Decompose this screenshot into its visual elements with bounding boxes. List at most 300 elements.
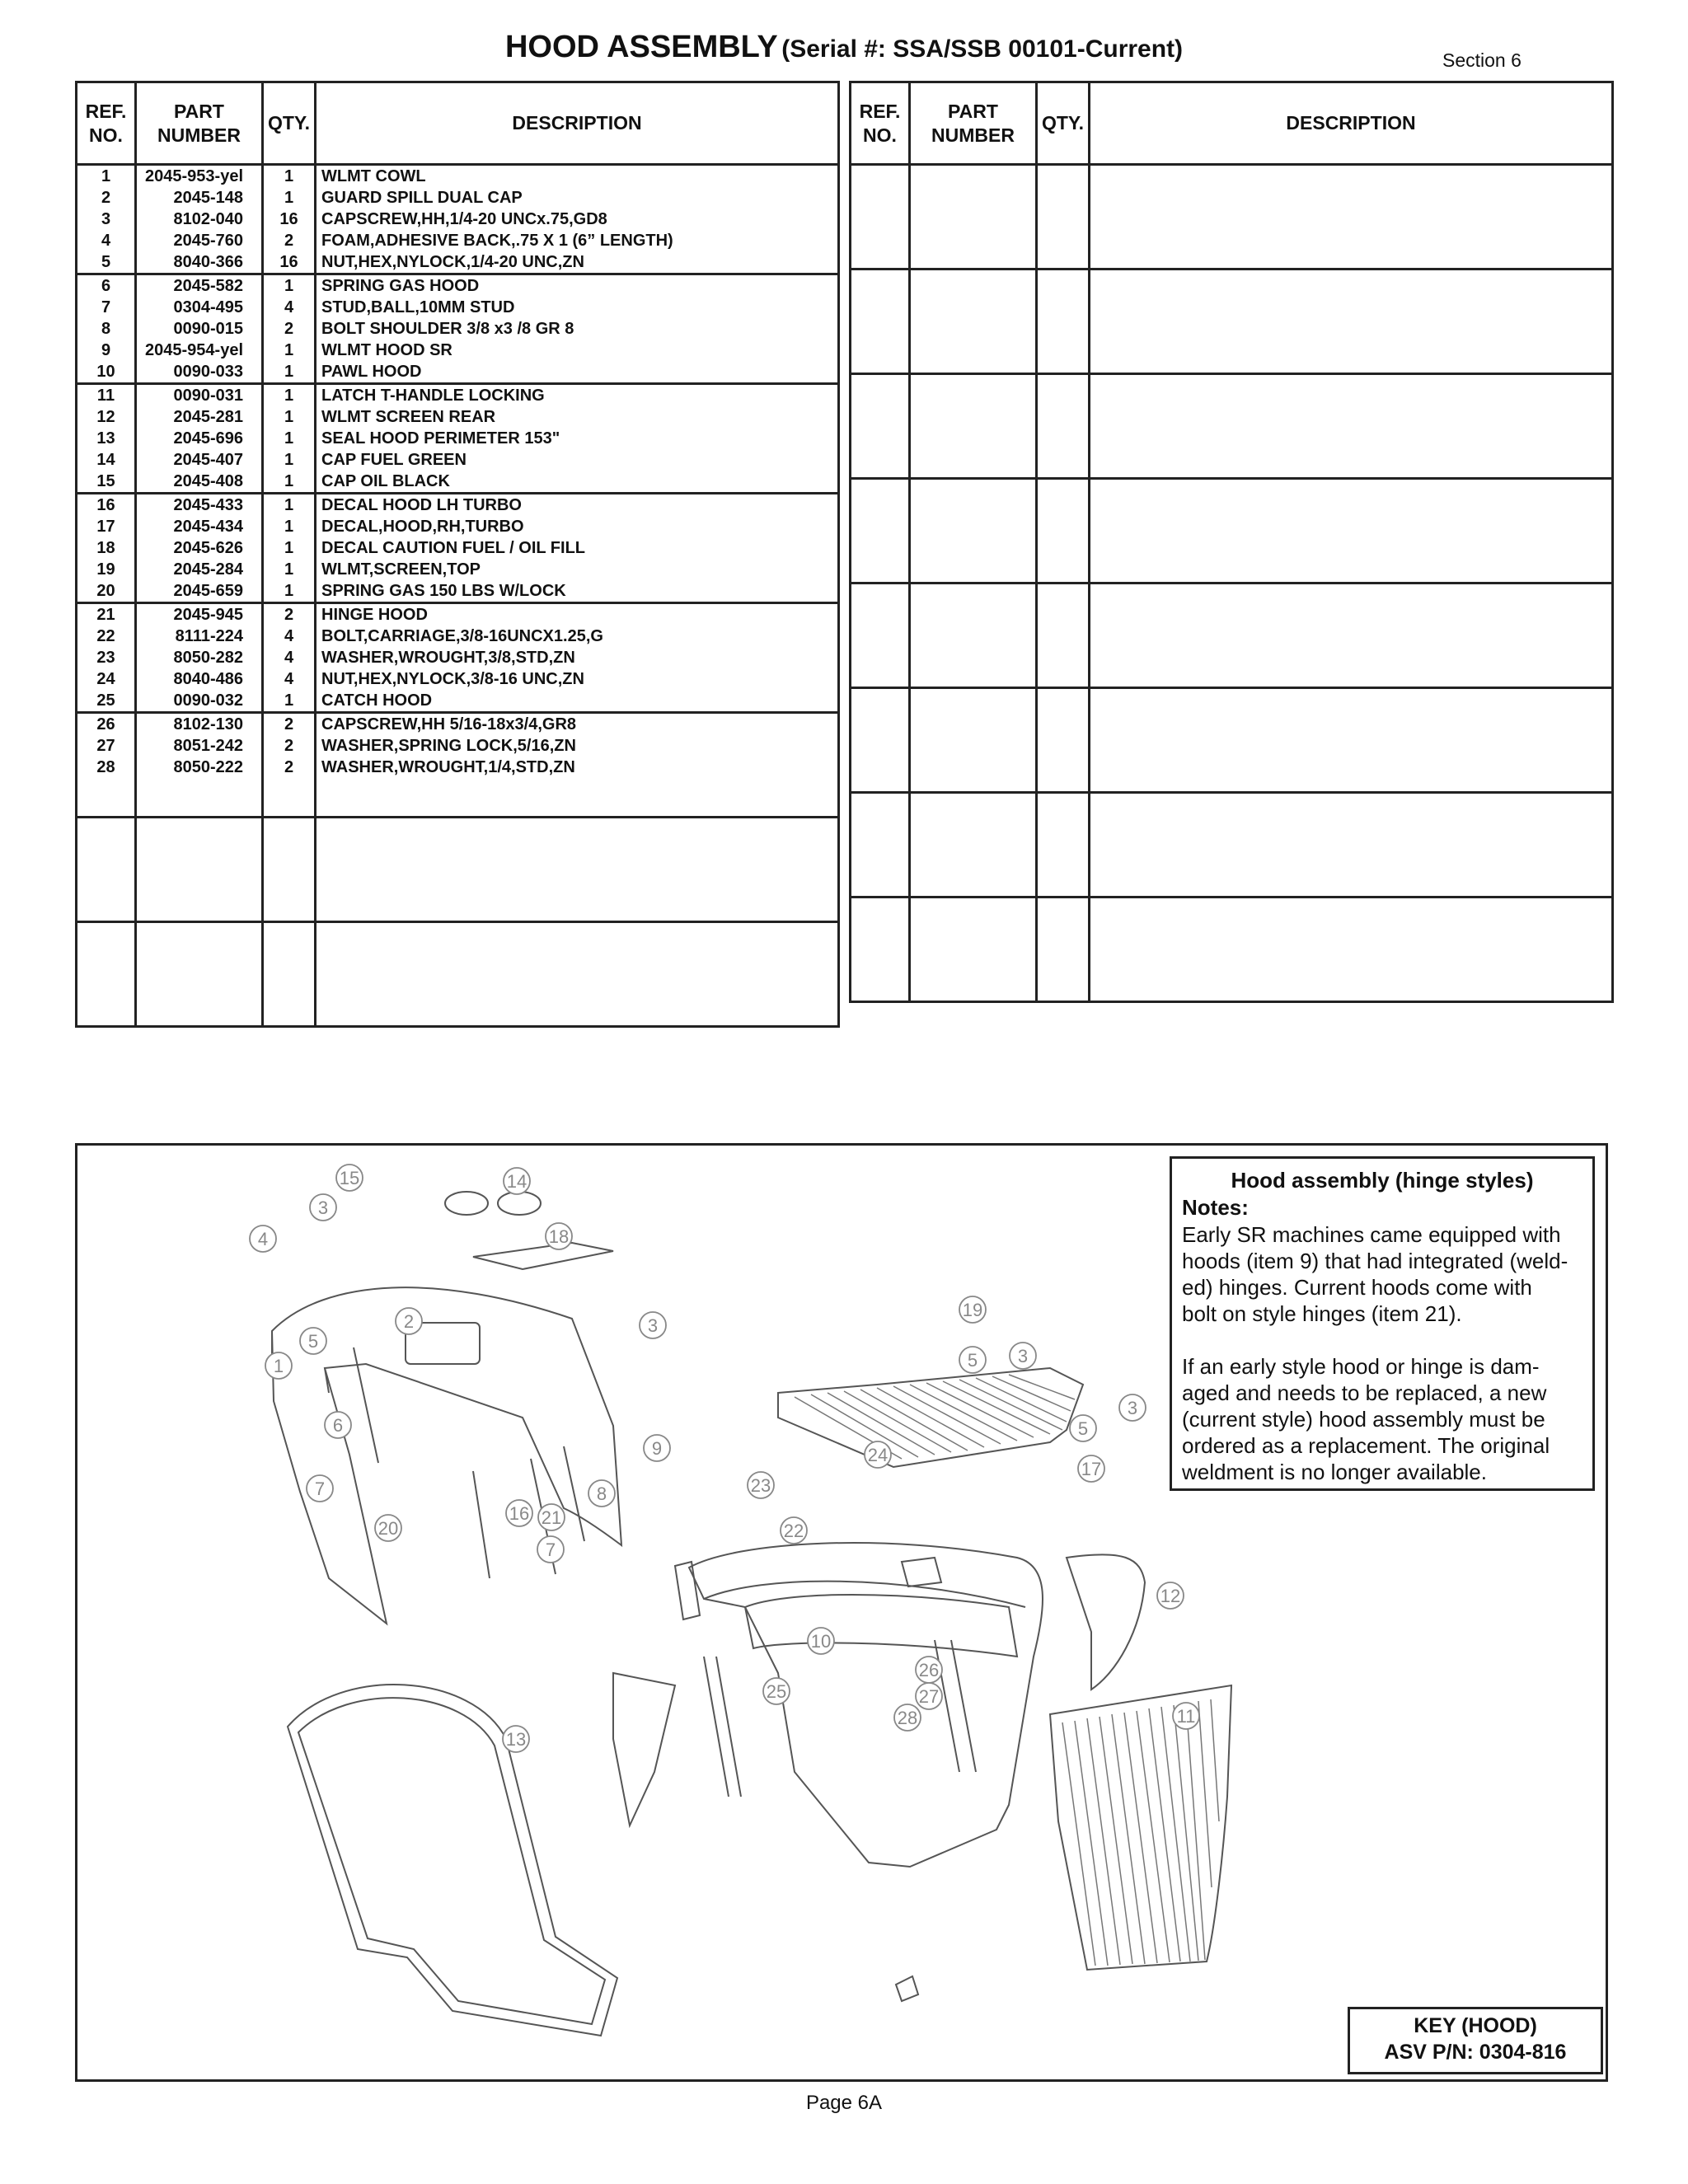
callout-label: 13 (505, 1729, 527, 1750)
col-header-part: PART NUMBER (910, 82, 1037, 165)
callout-26 (916, 1657, 942, 1683)
callout-6 (325, 1412, 351, 1438)
rh-decal-part (1067, 1554, 1145, 1690)
notes-line: weldment is no longer available. (1182, 1460, 1487, 1484)
callout-3 (310, 1194, 336, 1221)
callout-label: 10 (810, 1631, 832, 1652)
callout-3 (1119, 1394, 1146, 1421)
ref-no-cell (77, 922, 136, 1027)
qty-cell (1037, 793, 1090, 898)
table-cell-line: 23 (96, 649, 115, 667)
callout-11 (1173, 1703, 1199, 1729)
part-number-cell (910, 479, 1037, 583)
ref-no-cell (851, 583, 910, 688)
table-cell-line: CAP FUEL GREEN (321, 451, 467, 469)
callout-9 (644, 1435, 670, 1461)
qty-cell (1037, 165, 1090, 269)
col-header-description: DESCRIPTION (316, 82, 839, 165)
table-cell-line: 7 (101, 298, 111, 316)
table-cell-line: BOLT SHOULDER 3/8 x3 /8 GR 8 (321, 320, 574, 338)
callout-12 (1157, 1582, 1184, 1609)
ref-no-cell (851, 688, 910, 793)
table-cell-line: WASHER,WROUGHT,1/4,STD,ZN (321, 758, 575, 776)
part-number-cell (910, 269, 1037, 374)
table-row-group (77, 713, 839, 818)
table-cell-line: WASHER,WROUGHT,3/8,STD,ZN (321, 649, 575, 667)
table-cell-line: LATCH T-HANDLE LOCKING (321, 387, 545, 405)
callout-5 (300, 1328, 326, 1354)
callout-label: 16 (509, 1503, 530, 1524)
table-cell-line: 12 (96, 408, 115, 426)
table-cell-line: WASHER,SPRING LOCK,5/16,ZN (321, 737, 576, 755)
table-cell-line: 2 (284, 232, 294, 250)
table-row-group (851, 165, 1613, 269)
ref-no-cell (77, 818, 136, 922)
part-number-cell (910, 898, 1037, 1002)
callout-28 (894, 1704, 921, 1731)
table-cell-line: 2 (101, 189, 111, 207)
callout-18 (546, 1223, 572, 1249)
table-cell-line: 0090-015 (173, 320, 243, 338)
table-cell-line: 17 (96, 518, 115, 536)
notes-line: aged and needs to be replaced, a new (1182, 1380, 1547, 1405)
table-cell-line: 8040-366 (173, 253, 243, 271)
part-number-cell (136, 713, 263, 818)
table-cell-line: NUT,HEX,NYLOCK,3/8-16 UNC,ZN (321, 670, 584, 688)
table-cell-line: WLMT,SCREEN,TOP (321, 560, 481, 579)
description-cell (316, 922, 839, 1027)
ref-no-cell (77, 494, 136, 603)
description-cell (1090, 269, 1613, 374)
description-cell (1090, 374, 1613, 479)
key-title: KEY (HOOD) (1414, 2014, 1537, 2037)
callout-3 (1010, 1343, 1036, 1369)
ref-no-cell (77, 384, 136, 494)
ref-no-cell (851, 898, 910, 1002)
table-cell-line: 2045-434 (173, 518, 243, 536)
table-cell-line: HINGE HOOD (321, 606, 428, 624)
table-cell-line: 0090-033 (173, 363, 243, 381)
callout-label: 17 (1081, 1459, 1102, 1479)
callout-label: 7 (314, 1479, 326, 1499)
table-cell-line: 1 (284, 451, 294, 469)
parts-table-left (75, 81, 840, 1028)
table-cell-line: 2045-433 (173, 496, 243, 514)
table-cell-line: 1 (284, 496, 294, 514)
table-row-group (851, 479, 1613, 583)
notes-title: Hood assembly (hinge styles) (1231, 1168, 1534, 1193)
callout-1 (265, 1352, 292, 1379)
qty-cell (263, 922, 316, 1027)
callout-label: 25 (766, 1681, 787, 1702)
parts-table-right (849, 81, 1614, 1003)
table-cell-line: STUD,BALL,10MM STUD (321, 298, 515, 316)
callout-label: 21 (541, 1507, 562, 1528)
qty-cell (263, 818, 316, 922)
table-cell-line: 14 (96, 451, 115, 469)
table-cell-line: DECAL HOOD LH TURBO (321, 496, 522, 514)
col-header-ref: REF. NO. (77, 82, 136, 165)
callout-23 (748, 1472, 774, 1498)
callout-label: 7 (545, 1540, 556, 1560)
table-row-group (77, 922, 839, 1027)
table-cell-line: 1 (284, 408, 294, 426)
callout-label: 11 (1176, 1706, 1196, 1727)
col-header-part: PART NUMBER (136, 82, 263, 165)
table-cell-line: 2045-696 (173, 429, 243, 448)
hood-body-part (689, 1543, 1043, 1867)
table-cell-line: 2045-284 (173, 560, 243, 579)
table-cell-line: 2045-954-yel (145, 341, 243, 359)
table-cell-line: 2 (284, 758, 294, 776)
callout-label: 5 (307, 1331, 319, 1352)
table-cell-line: 2 (284, 715, 294, 733)
callout-20 (375, 1515, 401, 1541)
notes-line: hoods (item 9) that had integrated (weld- (1182, 1249, 1568, 1273)
callout-15 (336, 1165, 363, 1191)
description-cell (316, 818, 839, 922)
lh-decal-part (613, 1673, 675, 1825)
page-title (0, 30, 1688, 65)
callout-label: 2 (403, 1311, 415, 1332)
description-cell (316, 384, 839, 494)
table-cell-line: 2045-953-yel (145, 167, 243, 185)
callout-label: 5 (1077, 1418, 1089, 1439)
table-cell-line: SPRING GAS 150 LBS W/LOCK (321, 582, 566, 600)
table-cell-line: 6 (101, 277, 111, 295)
callout-label: 14 (506, 1171, 528, 1192)
caution-decal-part (473, 1243, 613, 1269)
table-cell-line: 8 (101, 320, 111, 338)
ref-no-cell (77, 274, 136, 384)
table-row-group (851, 583, 1613, 688)
part-number-cell (136, 165, 263, 274)
col-header-qty: QTY. (263, 82, 316, 165)
table-cell-line: 1 (284, 472, 294, 490)
qty-cell (263, 274, 316, 384)
notes-line: If an early style hood or hinge is dam- (1182, 1354, 1540, 1379)
table-cell-line: 1 (284, 167, 294, 185)
table-cell-line: 1 (284, 277, 294, 295)
qty-cell (1037, 583, 1090, 688)
callout-label: 24 (867, 1445, 889, 1465)
callout-label: 3 (1017, 1346, 1029, 1366)
table-cell-line: 1 (284, 429, 294, 448)
key-part-number: ASV P/N: 0304-816 (1384, 2041, 1567, 2064)
oil-cap-part (445, 1192, 488, 1215)
description-cell (1090, 793, 1613, 898)
callout-label: 3 (1127, 1398, 1138, 1418)
part-number-cell (910, 374, 1037, 479)
table-row-group (851, 688, 1613, 793)
description-cell (1090, 479, 1613, 583)
callout-8 (588, 1480, 615, 1507)
callout-24 (865, 1441, 891, 1468)
callout-label: 9 (651, 1438, 663, 1459)
notes-line: ordered as a replacement. The original (1182, 1433, 1550, 1458)
table-cell-line: CATCH HOOD (321, 691, 433, 710)
table-cell-line: 4 (284, 670, 294, 688)
hood-seal-part (288, 1685, 617, 2036)
table-cell-line: CAPSCREW,HH 5/16-18x3/4,GR8 (321, 715, 577, 733)
callout-label: 6 (332, 1415, 344, 1436)
table-cell-line: CAPSCREW,HH,1/4-20 UNCx.75,GD8 (321, 210, 607, 228)
callout-label: 28 (897, 1708, 918, 1728)
hinge-part (675, 1562, 700, 1619)
part-number-cell (910, 165, 1037, 269)
table-cell-line: 28 (96, 758, 115, 776)
table-row-group (77, 165, 839, 274)
table-cell-line: 4 (101, 232, 111, 250)
table-cell-line: NUT,HEX,NYLOCK,1/4-20 UNC,ZN (321, 253, 584, 271)
table-row-group (851, 269, 1613, 374)
callout-25 (763, 1678, 790, 1704)
qty-cell (263, 384, 316, 494)
table-cell-line: 8040-486 (173, 670, 243, 688)
table-cell-line: DECAL,HOOD,RH,TURBO (321, 518, 524, 536)
description-cell (316, 713, 839, 818)
callout-21 (538, 1504, 565, 1530)
qty-cell (263, 713, 316, 818)
table-cell-line: 4 (284, 649, 294, 667)
table-row-group (851, 374, 1613, 479)
table-cell-line: 8050-222 (173, 758, 243, 776)
ref-no-cell (851, 374, 910, 479)
table-header-row (851, 82, 1613, 165)
notes-line: bolt on style hinges (item 21). (1182, 1301, 1462, 1326)
table-cell-line: SEAL HOOD PERIMETER 153" (321, 429, 560, 448)
callout-label: 4 (257, 1229, 269, 1249)
table-cell-line: 13 (96, 429, 115, 448)
col-header-qty: QTY. (1037, 82, 1090, 165)
table-cell-line: 25 (96, 691, 115, 710)
table-cell-line: 16 (279, 210, 298, 228)
table-cell-line: 2045-281 (173, 408, 243, 426)
description-cell (1090, 898, 1613, 1002)
key-part-number-box (1348, 2007, 1603, 2074)
table-cell-line: 2045-760 (173, 232, 243, 250)
hinge-style-notes (1170, 1156, 1595, 1491)
callout-label: 12 (1160, 1586, 1181, 1606)
callout-2 (396, 1308, 422, 1334)
table-cell-line: 15 (96, 472, 115, 490)
ref-no-cell (77, 713, 136, 818)
notes-line: ed) hinges. Current hoods come with (1182, 1275, 1532, 1300)
part-number-cell (136, 274, 263, 384)
part-number-cell (136, 818, 263, 922)
table-cell-line: 3 (101, 210, 111, 228)
callout-27 (916, 1683, 942, 1709)
catch-part (896, 1976, 918, 2001)
hinge-bracket-part (902, 1558, 941, 1586)
part-number-cell (910, 688, 1037, 793)
table-cell-line: 0090-032 (173, 691, 243, 710)
callout-10 (808, 1628, 834, 1654)
callout-label: 19 (962, 1300, 983, 1320)
description-cell (316, 165, 839, 274)
callout-16 (506, 1500, 532, 1526)
title-serial: (Serial #: SSA/SSB 00101-Current) (781, 35, 1184, 63)
table-cell-line: 2045-626 (173, 539, 243, 557)
table-cell-line: SPRING GAS HOOD (321, 277, 480, 295)
table-cell-line: 1 (284, 582, 294, 600)
ref-no-cell (77, 165, 136, 274)
table-cell-line: 2045-582 (173, 277, 243, 295)
table-header-row (77, 82, 839, 165)
col-header-description: DESCRIPTION (1090, 82, 1613, 165)
ref-no-cell (851, 793, 910, 898)
table-cell-line: 2045-408 (173, 472, 243, 490)
table-cell-line: WLMT SCREEN REAR (321, 408, 496, 426)
notes-line: Early SR machines came equipped with (1182, 1222, 1561, 1247)
table-cell-line: 16 (279, 253, 298, 271)
table-cell-line: 2045-148 (173, 189, 243, 207)
description-cell (316, 603, 839, 713)
ref-no-cell (851, 479, 910, 583)
ref-no-cell (851, 165, 910, 269)
table-cell-line: 2 (284, 737, 294, 755)
title-main: HOOD ASSEMBLY (504, 30, 778, 64)
table-cell-line: 4 (284, 627, 294, 645)
callout-22 (781, 1517, 807, 1544)
part-number-cell (136, 384, 263, 494)
table-cell-line: WLMT HOOD SR (321, 341, 452, 359)
part-number-cell (910, 793, 1037, 898)
table-cell-line: 27 (96, 737, 115, 755)
table-cell-line: PAWL HOOD (321, 363, 422, 381)
description-cell (316, 274, 839, 384)
callout-19 (959, 1296, 986, 1323)
qty-cell (1037, 688, 1090, 793)
description-cell (316, 494, 839, 603)
callout-label: 3 (317, 1197, 329, 1218)
table-cell-line: 5 (101, 253, 111, 271)
table-cell-line: FOAM,ADHESIVE BACK,.75 X 1 (6” LENGTH) (321, 232, 673, 250)
callout-label: 1 (273, 1356, 284, 1376)
callout-label: 23 (750, 1475, 771, 1496)
table-cell-line: 2045-407 (173, 451, 243, 469)
col-header-ref: REF. NO. (851, 82, 910, 165)
table-cell-line: 2 (284, 320, 294, 338)
table-cell-line: 2 (284, 606, 294, 624)
ref-no-cell (851, 269, 910, 374)
table-cell-line: 19 (96, 560, 115, 579)
table-cell-line: GUARD SPILL DUAL CAP (321, 189, 523, 207)
part-number-cell (910, 583, 1037, 688)
description-cell (1090, 583, 1613, 688)
table-cell-line: 1 (284, 539, 294, 557)
table-cell-line: 21 (96, 606, 115, 624)
table-cell-line: 1 (284, 691, 294, 710)
callout-label: 22 (783, 1521, 804, 1541)
table-cell-line: 8102-040 (173, 210, 243, 228)
table-cell-line: 18 (96, 539, 115, 557)
table-cell-line: BOLT,CARRIAGE,3/8-16UNCX1.25,G (321, 627, 603, 645)
table-row-group (77, 603, 839, 713)
table-row-group (851, 898, 1613, 1002)
qty-cell (263, 494, 316, 603)
table-cell-line: 26 (96, 715, 115, 733)
table-cell-line: 1 (284, 363, 294, 381)
table-cell-line: 0090-031 (173, 387, 243, 405)
callout-7 (537, 1536, 564, 1563)
table-cell-line: 1 (284, 189, 294, 207)
table-cell-line: 1 (284, 518, 294, 536)
callout-7 (307, 1475, 333, 1502)
qty-cell (1037, 374, 1090, 479)
notes-line: (current style) hood assembly must be (1182, 1407, 1545, 1432)
qty-cell (1037, 479, 1090, 583)
table-row-group (77, 818, 839, 922)
table-cell-line: 8111-224 (175, 627, 243, 645)
callout-label: 15 (339, 1168, 360, 1188)
table-cell-line: 2045-945 (173, 606, 243, 624)
qty-cell (263, 165, 316, 274)
callout-label: 8 (596, 1483, 607, 1504)
callout-label: 20 (377, 1518, 399, 1539)
description-cell (1090, 688, 1613, 793)
callout-label: 5 (967, 1350, 978, 1371)
fuel-cap-part (498, 1192, 541, 1215)
table-row-group (851, 793, 1613, 898)
table-cell-line: 9 (101, 341, 111, 359)
callout-5 (1070, 1415, 1096, 1441)
table-cell-line: 1 (101, 167, 111, 185)
table-row-group (77, 274, 839, 384)
table-cell-line: 1 (284, 560, 294, 579)
qty-cell (1037, 898, 1090, 1002)
notes-heading: Notes: (1182, 1195, 1249, 1220)
callout-label: 27 (918, 1686, 940, 1707)
table-cell-line: 0304-495 (173, 298, 243, 316)
table-row-group (77, 384, 839, 494)
section-label: Section 6 (1442, 49, 1522, 71)
table-cell-line: 20 (96, 582, 115, 600)
table-row-group (77, 494, 839, 603)
callout-label: 26 (918, 1660, 940, 1680)
page-number: Page 6A (805, 2092, 883, 2114)
table-cell-line: DECAL CAUTION FUEL / OIL FILL (321, 539, 585, 557)
part-number-cell (136, 494, 263, 603)
qty-cell (263, 603, 316, 713)
table-cell-line: WLMT COWL (321, 167, 426, 185)
table-cell-line: 1 (284, 387, 294, 405)
description-cell (1090, 165, 1613, 269)
table-cell-line: CAP OIL BLACK (321, 472, 450, 490)
ref-no-cell (77, 603, 136, 713)
table-cell-line: 10 (96, 363, 115, 381)
qty-cell (1037, 269, 1090, 374)
callout-17 (1078, 1455, 1104, 1482)
table-cell-line: 4 (284, 298, 294, 316)
callout-3 (640, 1312, 666, 1338)
callout-14 (504, 1168, 530, 1194)
callout-label: 3 (647, 1315, 659, 1336)
table-cell-line: 8051-242 (173, 737, 243, 755)
table-cell-line: 22 (96, 627, 115, 645)
table-cell-line: 1 (284, 341, 294, 359)
table-cell-line: 2045-659 (173, 582, 243, 600)
callout-4 (250, 1226, 276, 1252)
table-cell-line: 16 (96, 496, 115, 514)
table-cell-line: 8102-130 (173, 715, 243, 733)
callout-13 (503, 1726, 529, 1752)
table-cell-line: 11 (96, 387, 115, 405)
callout-label: 18 (548, 1226, 570, 1247)
callout-5 (959, 1347, 986, 1373)
part-number-cell (136, 922, 263, 1027)
table-cell-line: 8050-282 (173, 649, 243, 667)
